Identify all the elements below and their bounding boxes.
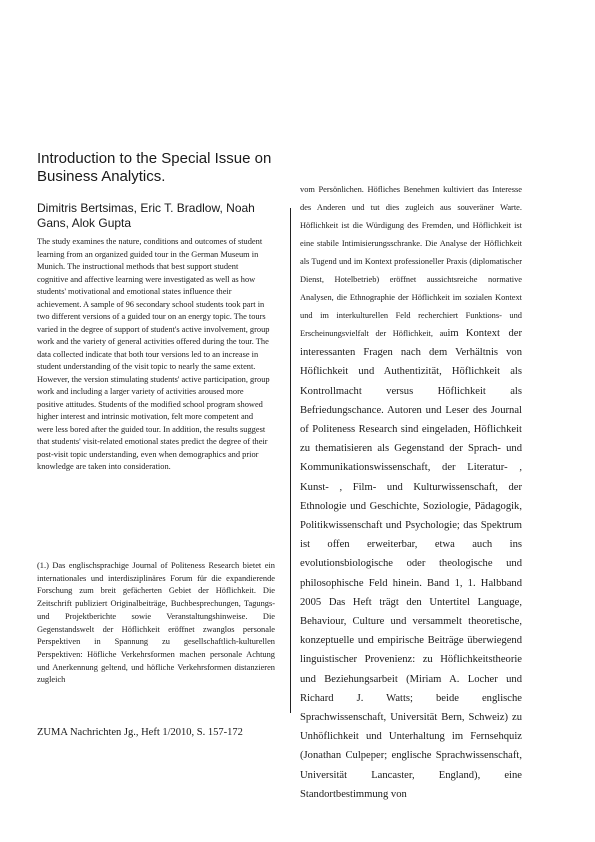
abstract-paragraph: The study examines the nature, conditions and outcomes of student learning from an organized guided tour in the German Museum in Munich. The instructional methods that best support student cognitive and affective learning were investigated as well as how students' motivational and emotional states influence their achievement. A sample of 96 secondary school students took part in two different versions of a guided tour on an energy topic. The tours varied in the degree of support of student's active involvement, group work and the variety of general activities offered during the tour. The data collected indicate that both tour versions led to an increase in student understanding of the visit topic to nearly the same extent. However, the version stimulating students' active participation, group work and including a larger variety of activities aroused more positive attitudes. Students of the modified school program showed higher interest and intrinsic motivation, felt more competent and were less bored after the guided tour. In addition, the results suggest that students' visit-related emotional states predict the degree of their post-visit topic understanding, even when demographics and prior knowledge are taken into consideration. <box>37 237 270 471</box>
right-text-large: der interessanten Fragen nach dem Verhältnis von Höflichkeit und Authentizität, Höflichkeit als Kontrollmacht versus Höflichkeit als Befriedungschance. Autoren und Leser des Journal of Politeness Research sind eingeladen, Höflichkeit zu thematisieren als Gegenstand der Sprach- und Kommunikationswissenschaft, der Literatur- , Kunst- , Film- und Kulturwissenschaft, der Ethnologie und Geschichte, Soziologie, Pädagogik, Politikwissenschaft und Psychologie; das Spektrum ist offen erweiterbar, etwa auch ins evolutionsbiologische oder theologische und philosophische Feld hinein. Band 1, 1. Halbband 2005 Das Heft trägt den Untertitel Language, Behaviour, Culture und versammelt theoretische, konzeptuelle und empirische Beiträge überwiegend linguistischer Provenienz: zu Höflichkeitstheorie und Beziehungsarbeit (Miriam A. Locher und Richard J. Watts; beide englische Sprachwissenschaft, Universität Bern, Schweiz) zu Unhöflichkeit und Unterhaltung im Fernsehquiz (Jonathan Culpeper; englische Sprachwissenschaft, Universität Lancaster, England), eine Standortbestimmung von <box>300 328 522 800</box>
body-paragraph-right <box>300 179 522 803</box>
right-text-small: vom Persönlichen. Höfliches Benehmen kultiviert das Interesse des Anderen und tut dies zugleich aus souveräner Warte. Höflichkeit ist die Würdigung des Fremden, und Höflichkeit ist eine stabile Intimisierungsschranke. Die Analyse der Höflichkeit als Tugend und im Kontext professioneller Praxis (diplomatischer Dienst, Hotelbetrieb) eröffnet aussichtsreiche normative Analysen, die Ethnographie der Höflichkeit im sozialen Kontext und im interkulturellen Feld recherchiert Funktions- und Erscheinungsvielfalt der Höflichkeit, au <box>300 185 522 338</box>
author-list: Dimitris Bertsimas, Eric T. Bradlow, Noah Gans, Alok Gupta <box>37 201 255 230</box>
article-title: Introduction to the Special Issue on Business Analytics. <box>37 150 272 185</box>
right-text-large-lead: im Kontext <box>447 328 500 339</box>
citation-footer: ZUMA Nachrichten Jg., Heft 1/2010, S. 157-172 <box>37 727 243 738</box>
body-paragraph-left: (1.) Das englischsprachige Journal of Politeness Research bietet ein internationales und interdisziplinäres Forum für die expandierende Forschung zum breit gefächerten Gebiet der Höflichkeit. Die Zeitschrift publiziert Originalbeiträge, Buchbesprechungen, Tagungs- und Projektberichte sowie Veranstaltungshinweise. Die Gegenstandswelt der Höflichkeit eröffnet zwanglos personale Perspektiven in Spannung zu gesellschaftlich-kulturellen Perspektiven: Höfliche Verkehrsformen machen personale Achtung und Anerkennung geltend, und höfliche Verkehrsformen distanzieren zugleich <box>37 561 275 685</box>
column-divider <box>290 208 291 713</box>
